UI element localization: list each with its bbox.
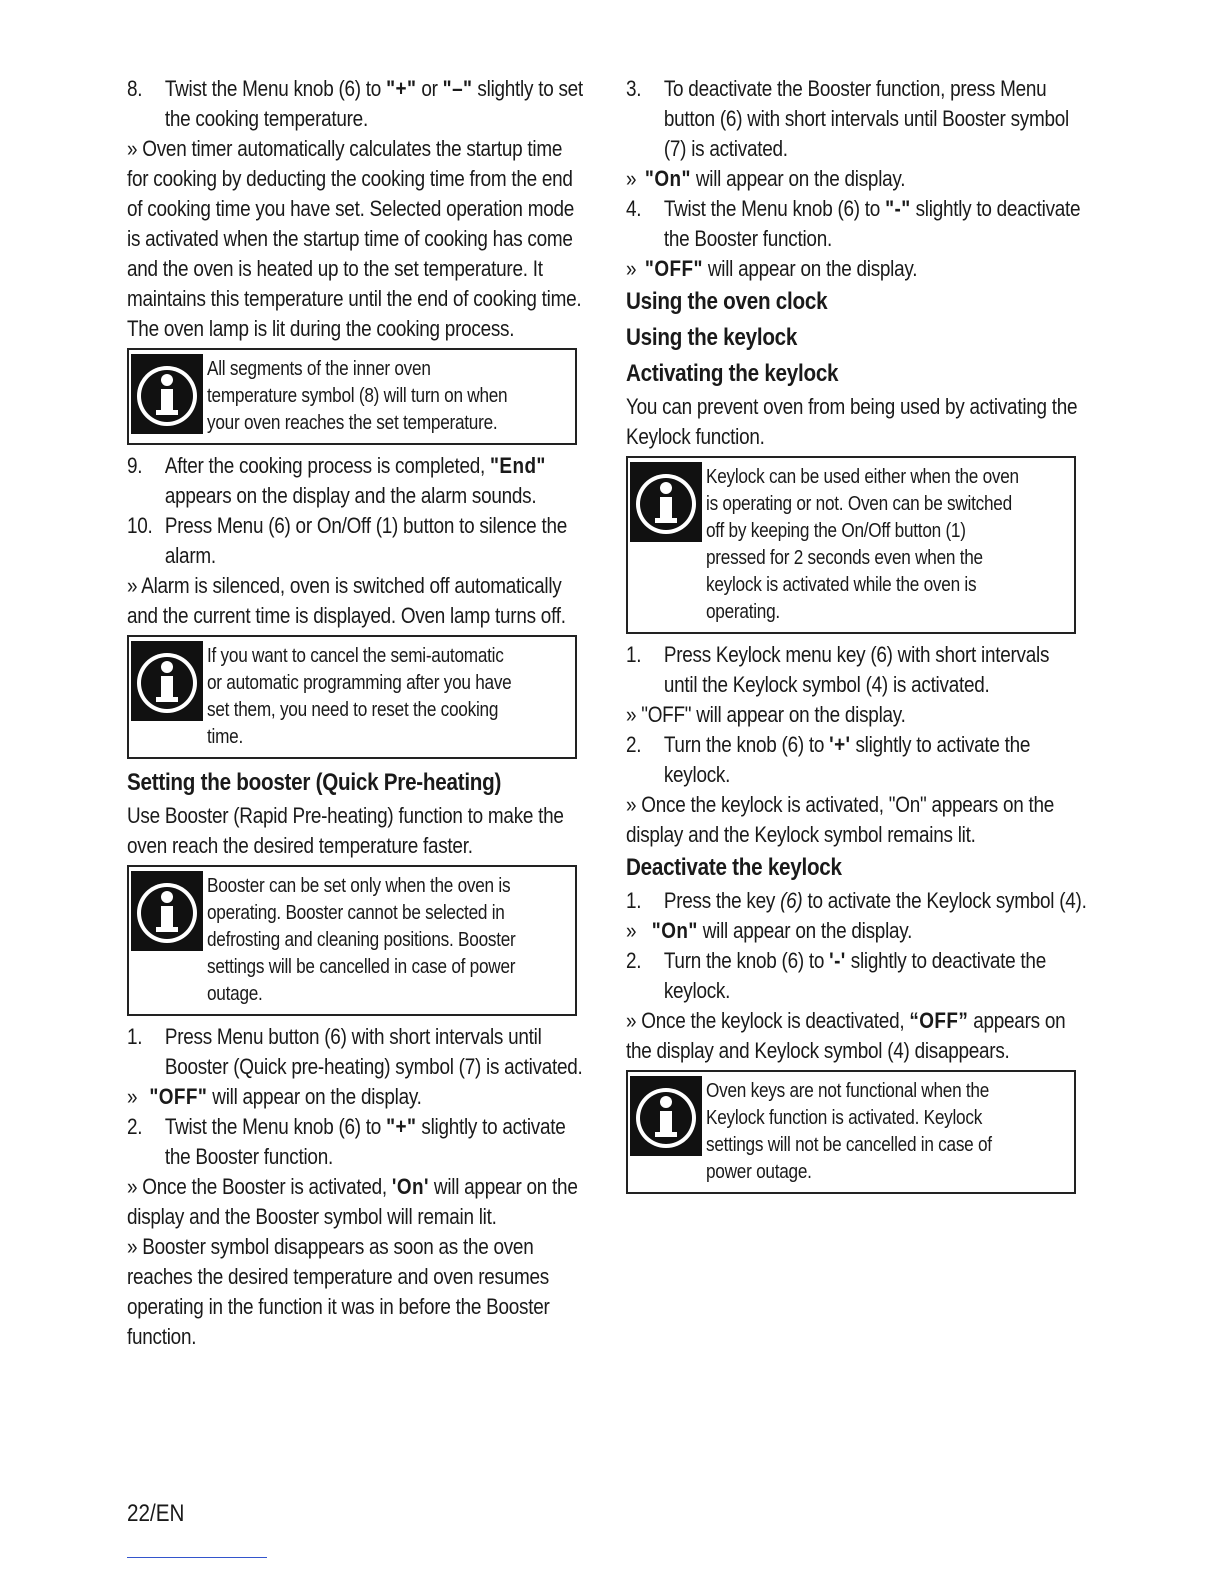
info-note: Oven keys are not functional when the Keylock function is activated. Keylock settings will not be cancelled in case of power outage. bbox=[626, 1070, 1076, 1194]
keylock-step-2: 2. Turn the knob (6) to '+' slightly to activate the keylock. bbox=[626, 732, 1031, 787]
info-note: Booster can be set only when the oven is operating. Booster cannot be selected in defrosting and cleaning positions. Booster settings will be cancelled in case of power outage. bbox=[127, 865, 577, 1016]
info-icon bbox=[131, 641, 207, 723]
page-number: 22/EN bbox=[127, 1500, 185, 1527]
step-10: 10. Press Menu (6) or On/Off (1) button to silence the alarm. bbox=[127, 513, 567, 568]
keylock-off-line: » "OFF" will appear on the display. bbox=[626, 702, 906, 727]
booster-step-4: 4. Twist the Menu knob (6) to "-" slightly to deactivate the Booster function. bbox=[626, 196, 1081, 251]
off-line: » "OFF" will appear on the display. bbox=[626, 256, 918, 281]
booster-step-1: 1. Press Menu button (6) with short intervals until Booster (Quick pre-heating) symbol (7) is activated. bbox=[127, 1024, 583, 1079]
info-icon bbox=[630, 462, 706, 544]
booster-off-line: » "OFF" will appear on the display. bbox=[127, 1084, 422, 1109]
info-icon bbox=[131, 354, 207, 436]
info-icon bbox=[131, 871, 207, 953]
info-note: All segments of the inner oven temperature symbol (8) will turn on when your oven reaches the set temperature. bbox=[127, 348, 577, 445]
heading-activating-keylock: Activating the keylock bbox=[626, 360, 839, 387]
keylock-deactivated-paragraph: » Once the keylock is deactivated, “OFF” appears on the display and Keylock symbol (4) disappears. bbox=[626, 1008, 1066, 1063]
deactivate-step-2: 2. Turn the knob (6) to '-' slightly to deactivate the keylock. bbox=[626, 948, 1046, 1003]
step-8: 8. Twist the Menu knob (6) to "+" or "–" slightly to set the cooking temperature. bbox=[127, 76, 583, 131]
on-line: » "On" will appear on the display. bbox=[626, 166, 906, 191]
info-note: If you want to cancel the semi-automatic or automatic programming after you have set them, you need to reset the cooking time. bbox=[127, 635, 577, 759]
heading-oven-clock: Using the oven clock bbox=[626, 288, 828, 315]
right-column bbox=[626, 74, 1088, 1200]
info-icon bbox=[630, 1076, 706, 1158]
booster-step-2: 2. Twist the Menu knob (6) to "+" slightly to activate the Booster function. bbox=[127, 1114, 566, 1169]
booster-disappears-paragraph: » Booster symbol disappears as soon as the oven reaches the desired temperature and oven resumes operating in the function it was in before the Booster function. bbox=[127, 1234, 550, 1349]
booster-activated-paragraph: » Once the Booster is activated, 'On' will appear on the display and the Booster symbol will remain lit. bbox=[127, 1174, 578, 1229]
left-column bbox=[127, 74, 589, 1352]
alarm-paragraph: » Alarm is silenced, oven is switched off automatically and the current time is displayed. Oven lamp turns off. bbox=[127, 573, 566, 628]
booster-intro: Use Booster (Rapid Pre-heating) function to make the oven reach the desired temperature faster. bbox=[127, 803, 564, 858]
heading-deactivate-keylock: Deactivate the keylock bbox=[626, 854, 842, 881]
keylock-step-1: 1. Press Keylock menu key (6) with short intervals until the Keylock symbol (4) is activated. bbox=[626, 642, 1050, 697]
heading-keylock: Using the keylock bbox=[626, 324, 798, 351]
timer-paragraph: » Oven timer automatically calculates the startup time for cooking by deducting the cooking time from the end of cooking time you have set. Selected operation mode is activated when the startup time of cooking has come and the oven is heated up to the set temperature. It maintains this temperature until the end of cooking time. The oven lamp is lit during the cooking process. bbox=[127, 136, 582, 341]
keylock-intro: You can prevent oven from being used by activating the Keylock function. bbox=[626, 394, 1078, 449]
deactivate-step-1: 1. Press the key (6) to activate the Keylock symbol (4). bbox=[626, 888, 1087, 913]
booster-step-3: 3. To deactivate the Booster function, press Menu button (6) with short intervals until Booster symbol (7) is activated. bbox=[626, 76, 1069, 161]
deactivate-on-line: » "On" will appear on the display. bbox=[626, 918, 913, 943]
footer-divider bbox=[127, 1557, 267, 1558]
keylock-activated-paragraph: » Once the keylock is activated, "On" appears on the display and the Keylock symbol remains lit. bbox=[626, 792, 1055, 847]
step-9: 9. After the cooking process is completed, "End" appears on the display and the alarm sounds. bbox=[127, 453, 546, 508]
heading-booster: Setting the booster (Quick Pre-heating) bbox=[127, 769, 502, 796]
info-note: Keylock can be used either when the oven is operating or not. Oven can be switched off by keeping the On/Off button (1) pressed for 2 seconds even when the keylock is activated while the oven is operating. bbox=[626, 456, 1076, 634]
